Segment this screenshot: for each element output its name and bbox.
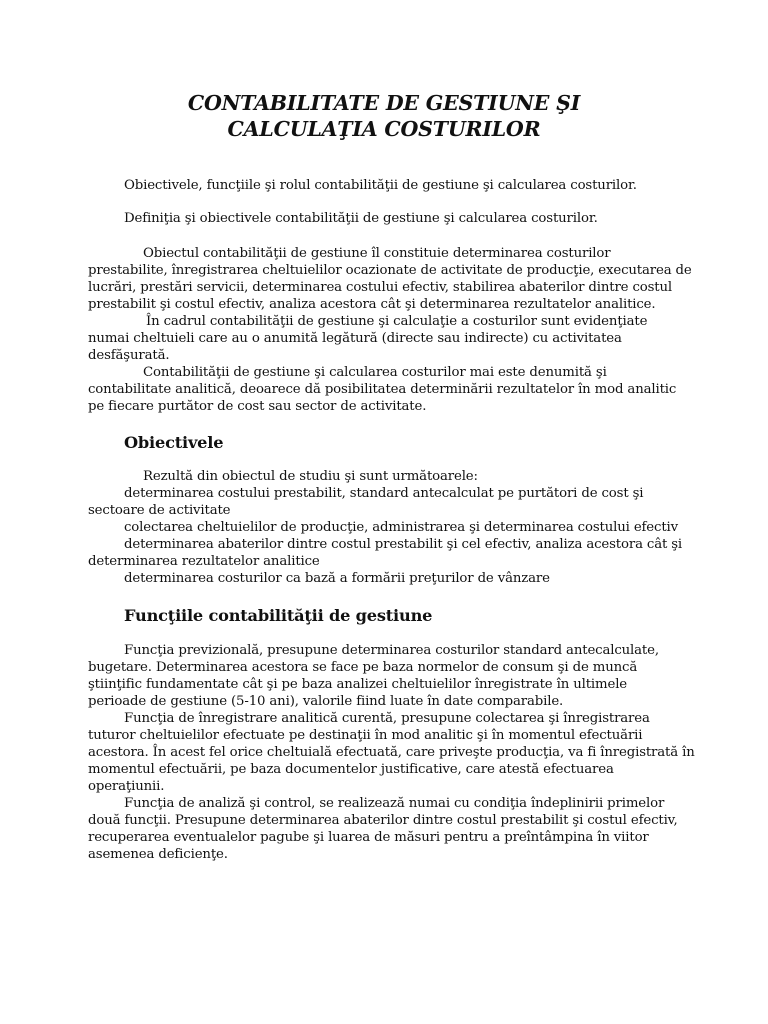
objectives-line: Rezultă din obiectul de studiu şi sunt următoarele: bbox=[143, 469, 478, 484]
functions-line: acestora. În acest fel orice cheltuială efectuată, care priveşte producţia, va fi înregistrată în bbox=[88, 745, 695, 760]
functions-line: asemenea deficienţe. bbox=[88, 847, 228, 862]
paragraph-line: contabilitate analitică, deoarece dă posibilitatea determinării rezultatelor în mod analitic bbox=[88, 382, 677, 397]
functions-line: operaţiunii. bbox=[88, 779, 165, 794]
functions-line: tuturor cheltuielilor efectuate pe destinaţii în mod analitic şi în momentul efectuării bbox=[88, 728, 643, 743]
paragraph-line: numai cheltuieli care au o anumită legătură (directe sau indirecte) cu activitatea bbox=[88, 331, 622, 346]
paragraph-line: Obiectul contabilităţii de gestiune îl constituie determinarea costurilor bbox=[143, 246, 611, 261]
objectives-line: determinarea rezultatelor analitice bbox=[88, 554, 320, 569]
functions-line: două funcţii. Presupune determinarea abaterilor dintre costul prestabilit şi costul efectiv, bbox=[88, 813, 678, 828]
paragraph-line: prestabilit şi costul efectiv, analiza acestora cât şi determinarea rezultatelor analitice. bbox=[88, 297, 656, 312]
functions-line: bugetare. Determinarea acestora se face pe baza normelor de consum şi de muncă bbox=[88, 660, 638, 675]
document-title-line2: CALCULAŢIA COSTURILOR bbox=[227, 117, 541, 141]
functions-line: Funcţia previzională, presupune determinarea costurilor standard antecalculate, bbox=[124, 643, 659, 658]
paragraph-line: În cadrul contabilităţii de gestiune şi calculaţie a costurilor sunt evidenţiate bbox=[146, 314, 648, 329]
section-heading-objectives: Obiectivele bbox=[124, 433, 224, 452]
objectives-line: determinarea costurilor ca bază a formării preţurilor de vânzare bbox=[124, 571, 550, 586]
objectives-line: determinarea abaterilor dintre costul prestabilit şi cel efectiv, analiza acestora cât şi bbox=[124, 537, 683, 552]
intro-objectives-line: Obiectivele, funcţiile şi rolul contabilităţii de gestiune şi calcularea costurilor. bbox=[124, 178, 637, 193]
functions-line: ştiinţific fundamentate cât şi pe baza analizei cheltuielilor înregistrate în ultimele bbox=[88, 677, 628, 692]
paragraph-line: lucrări, prestări servicii, determinarea costului efectiv, stabilirea abaterilor dintre costul bbox=[88, 280, 672, 295]
functions-line: recuperarea eventualelor pagube şi luarea de măsuri pentru a preîntâmpina în viitor bbox=[88, 830, 649, 845]
paragraph-line: desfăşurată. bbox=[88, 348, 170, 363]
functions-line: perioade de gestiune (5-10 ani), valorile fiind luate în date comparabile. bbox=[88, 694, 564, 709]
intro-definition-line: Definiţia şi obiectivele contabilităţii de gestiune şi calcularea costurilor. bbox=[124, 211, 598, 226]
objectives-line: colectarea cheltuielilor de producţie, administrarea şi determinarea costului efectiv bbox=[124, 520, 678, 535]
paragraph-line: pe fiecare purtător de cost sau sector de activitate. bbox=[88, 399, 427, 414]
objectives-line: determinarea costului prestabilit, standard antecalculat pe purtători de cost şi bbox=[124, 486, 644, 501]
functions-line: momentul efectuării, pe baza documentelor justificative, care atestă efectuarea bbox=[88, 762, 614, 777]
objectives-line: sectoare de activitate bbox=[88, 503, 231, 518]
functions-line: Funcţia de înregistrare analitică curentă, presupune colectarea şi înregistrarea bbox=[124, 711, 650, 726]
paragraph-line: prestabilite, înregistrarea cheltuielilor ocazionate de activitate de producţie, executarea de bbox=[88, 263, 692, 278]
section-heading-functions: Funcţiile contabilităţii de gestiune bbox=[124, 606, 433, 625]
document-title-line1: CONTABILITATE DE GESTIUNE ŞI bbox=[187, 91, 581, 115]
paragraph-line: Contabilităţii de gestiune şi calcularea costurilor mai este denumită şi bbox=[143, 365, 607, 380]
functions-line: Funcţia de analiză şi control, se realizează numai cu condiţia îndeplinirii primelor bbox=[124, 796, 665, 811]
